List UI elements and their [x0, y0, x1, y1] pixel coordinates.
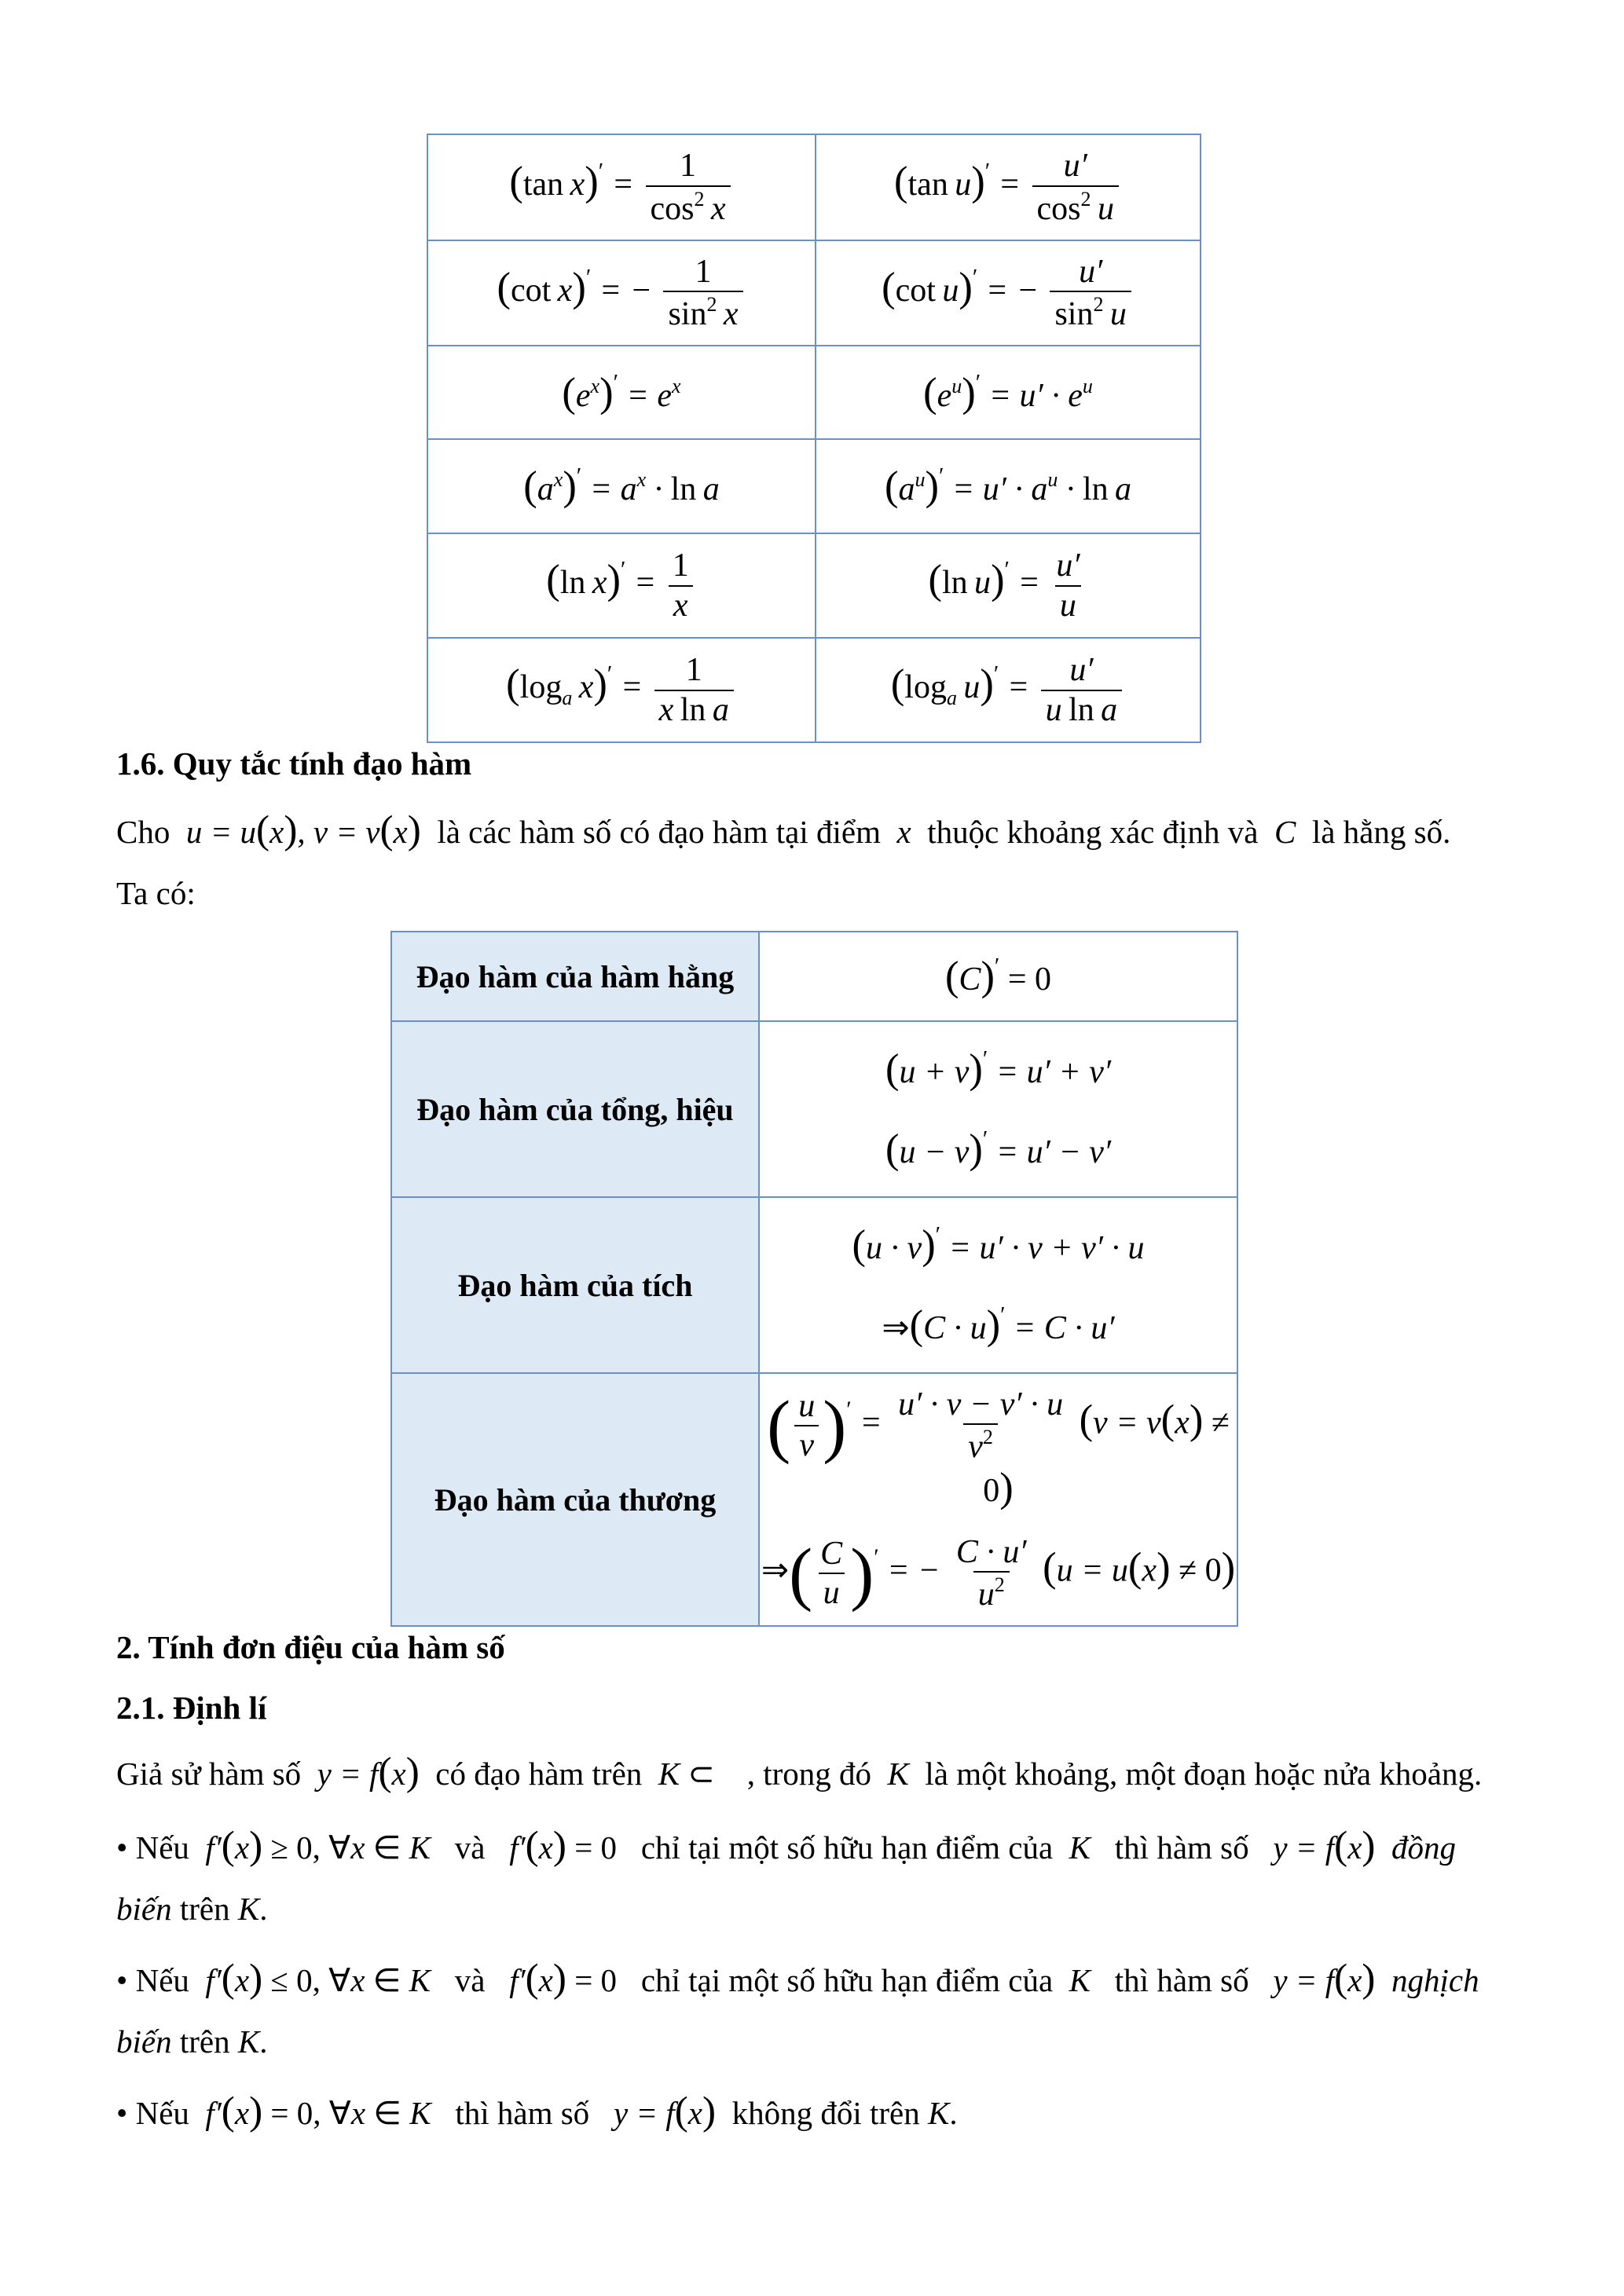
formula-tan-x: (tan x)′ = $\frac{1}{\cos^2 x}$ — [427, 134, 816, 240]
bullet-khong-doi: • Nếu f′(x) = 0, ∀x ∈ K thì hàm số y = f(x) không đổi trên K. — [116, 2089, 958, 2133]
paragraph-cho: Cho u = u(x), v = v(x) là các hàm số có đạo hàm tại điểm x thuộc khoảng xác định và C là hằng số. — [116, 807, 1451, 852]
bullet-1-b: chỉ tại một số hữu hạn điểm của — [640, 1829, 1054, 1866]
rule-formula-constant: (C)′ = 0 — [759, 932, 1237, 1021]
rule-formula-product: (u · v)′ = u′ · v + v′ · u ⇒(C · u)′ = C · u′ — [759, 1197, 1237, 1373]
derivative-table — [427, 134, 1201, 743]
rule-label-quotient: Đạo hàm của thương — [391, 1373, 759, 1626]
bullet-nghich-bien-cont: biến trên K. — [116, 2023, 268, 2060]
bullet-1-f: trên — [179, 1891, 230, 1927]
formula-cot-u: (cot u)′ = − $\frac{u'}{\sin^2 u}$ — [816, 240, 1201, 346]
gia-su-c: , trong đó — [746, 1756, 872, 1792]
para-cho-3: thuộc khoảng xác định và — [927, 814, 1259, 850]
bullet-3-lead: • Nếu — [116, 2095, 189, 2131]
bullet-nghich-bien: • Nếu f′(x) ≤ 0, ∀x ∈ K và f′(x) = 0 chỉ tại một số hữu hạn điểm của K thì hàm số y = f(x) nghịch — [116, 1956, 1479, 2001]
para-cho-2: là các hàm số có đạo hàm tại điểm — [437, 814, 881, 850]
gia-su-a: Giả sử hàm số — [116, 1756, 302, 1792]
rule-formula-sum: (u + v)′ = u′ + v′ (u − v)′ = u′ − v′ — [759, 1021, 1237, 1197]
bullet-3-c: không đổi trên — [731, 2095, 920, 2131]
formula-log-x: ($\log_a$ x)′ = $\frac{1}{\text{x ln a}}$ — [427, 638, 816, 742]
heading-2: 2. Tính đơn điệu của hàm số — [116, 1629, 505, 1665]
paragraph-gia-su: Giả sử hàm số y = f(x) có đạo hàm trên K ⊂ , trong đó K là một khoảng, một đoạn hoặc nửa khoảng. — [116, 1749, 1483, 1794]
rules-table — [390, 931, 1238, 1627]
bullet-dong-bien: • Nếu f′(x) ≥ 0, ∀x ∈ K và f′(x) = 0 chỉ tại một số hữu hạn điểm của K thì hàm số y = f(x) đồng — [116, 1823, 1456, 1868]
bullet-1-lead: • Nếu — [116, 1829, 189, 1866]
bullet-2-b: chỉ tại một số hữu hạn điểm của — [640, 1962, 1054, 1998]
bullet-1-and: và — [454, 1829, 486, 1866]
gia-su-b: có đạo hàm trên — [435, 1756, 643, 1792]
bullet-2-and: và — [454, 1962, 486, 1998]
formula-tan-u: (tan u)′ = $\frac{u'}{\cos^2 u}$ — [816, 134, 1201, 240]
para-cho-4: là hằng số. — [1311, 814, 1451, 850]
formula-ax: $(a^x)' = a^x \cdot \ln a$ — [427, 439, 816, 533]
formula-au: $(a^u)' = u' \cdot a^u \cdot \ln a$ — [816, 439, 1201, 533]
bullet-dong-bien-cont: biến trên K. — [116, 1891, 268, 1927]
bullet-3-b: thì hàm số — [455, 2095, 590, 2131]
bullet-2-lead: • Nếu — [116, 1962, 189, 1998]
paragraph-ta-co: Ta có: — [116, 875, 196, 911]
bullet-2-e: biến — [116, 2023, 172, 2060]
bullet-2-f: trên — [179, 2023, 230, 2060]
rule-label-product: Đạo hàm của tích — [391, 1197, 759, 1373]
bullet-2-c: thì hàm số — [1114, 1962, 1249, 1998]
gia-su-d: là một khoảng, một đoạn hoặc nửa khoảng. — [925, 1756, 1483, 1792]
bullet-1-c: thì hàm số — [1114, 1829, 1249, 1866]
formula-cot-x: (cot x)′ = − $\frac{1}{\sin^2 x}$ — [427, 240, 816, 346]
rule-formula-quotient: ( $\frac{u}{v}$ )′ = $\frac{u' \cdot v - v' \cdot u}{v^2}$ (v = v(x) ≠ 0) ⇒( $\frac{C}{u}$ )′ = − $\frac{C \cdot u'}{u^2}$ (u = u(x) ≠ 0) — [759, 1373, 1237, 1626]
formula-log-u: ($\log_a$ u)′ = $\frac{u'}{\text{u ln a}}$ — [816, 638, 1201, 742]
formula-ln-x: (ln x)′ = $\frac{1}{x}$ — [427, 533, 816, 638]
rule-label-constant: Đạo hàm của hàm hằng — [391, 932, 759, 1021]
bullet-1-d: đồng — [1391, 1829, 1456, 1866]
rule-label-sum: Đạo hàm của tổng, hiệu — [391, 1021, 759, 1197]
para-cho-1: Cho — [116, 814, 170, 850]
bullet-1-e: biến — [116, 1891, 172, 1927]
formula-exp-x: $(e^x)' = e^x$ — [427, 346, 816, 439]
formula-exp-u: $(e^u)' = u' \cdot e^u$ — [816, 346, 1201, 439]
bullet-2-d: nghịch — [1391, 1962, 1479, 1998]
formula-ln-u: (ln u)′ = $\frac{u'}{u}$ — [816, 533, 1201, 638]
heading-1-6: 1.6. Quy tắc tính đạo hàm — [116, 745, 472, 782]
heading-2-1: 2.1. Định lí — [116, 1690, 267, 1726]
